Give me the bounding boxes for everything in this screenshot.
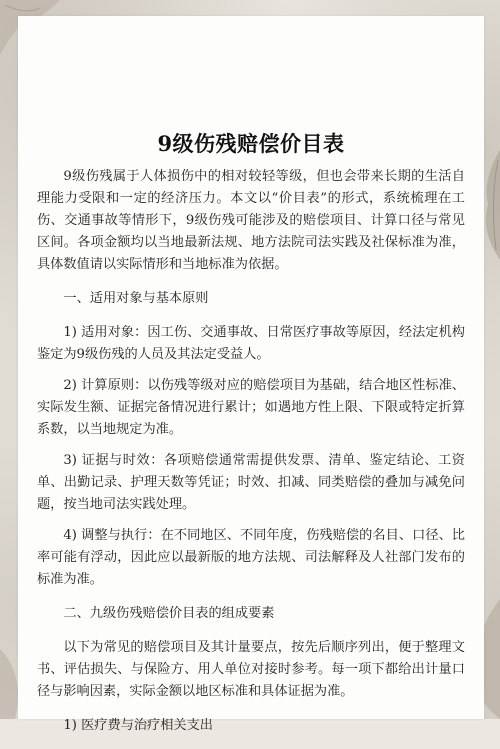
body-paragraph: 2) 计算原则：以伤残等级对应的赔偿项目为基础，结合地区性标准、实际发生额、证据完备情况进行累计；如遇地方性上限、下限或特定折算系数，以当地规定为准。 bbox=[37, 378, 465, 437]
page-title: 9级伤残赔偿价目表 bbox=[157, 131, 345, 156]
section-heading: 二、九级伤残赔偿价目表的组成要素 bbox=[63, 606, 275, 621]
intro-paragraph: 9级伤残属于人体损伤中的相对较轻等级，但也会带来长期的生活自理能力受限和一定的经济压力。本文以“价目表”的形式，系统梳理在工伤、交通事故等情形下，9级伤残可能涉及的赔偿项目、计算口径与常见区间。各项金额均以当地最新法规、地方法院司法实践及社保标准为准，具体数值请以实际情形和当地标准为依据。 bbox=[37, 169, 465, 272]
article-body bbox=[37, 166, 465, 749]
list-item: 1) 医疗费与治疗相关支出 bbox=[63, 718, 213, 733]
document-page bbox=[18, 16, 484, 733]
body-paragraph: 3) 证据与时效：各项赔偿通常需提供发票、清单、鉴定结论、工资单、出勤记录、护理天数等凭证；时效、扣减、同类赔偿的叠加与减免问题，按当地司法实践处理。 bbox=[37, 453, 465, 512]
body-paragraph: 以下为常见的赔偿项目及其计量要点，按先后顺序列出，便于整理文书、评估损失、与保险方、用人单位对接时参考。每一项下都给出计量口径与影响因素，实际金额以地区标准和具体证据为准。 bbox=[37, 640, 465, 699]
section-heading: 一、适用对象与基本原则 bbox=[63, 291, 209, 306]
body-paragraph: 4) 调整与执行：在不同地区、不同年度，伤残赔偿的名目、口径、比率可能有浮动，因此应以最新版的地方法规、司法解释及人社部门发布的标准为准。 bbox=[37, 528, 465, 587]
body-paragraph: 1) 适用对象：因工伤、交通事故、日常医疗事故等原因，经法定机构鉴定为9级伤残的人员及其法定受益人。 bbox=[37, 325, 465, 362]
